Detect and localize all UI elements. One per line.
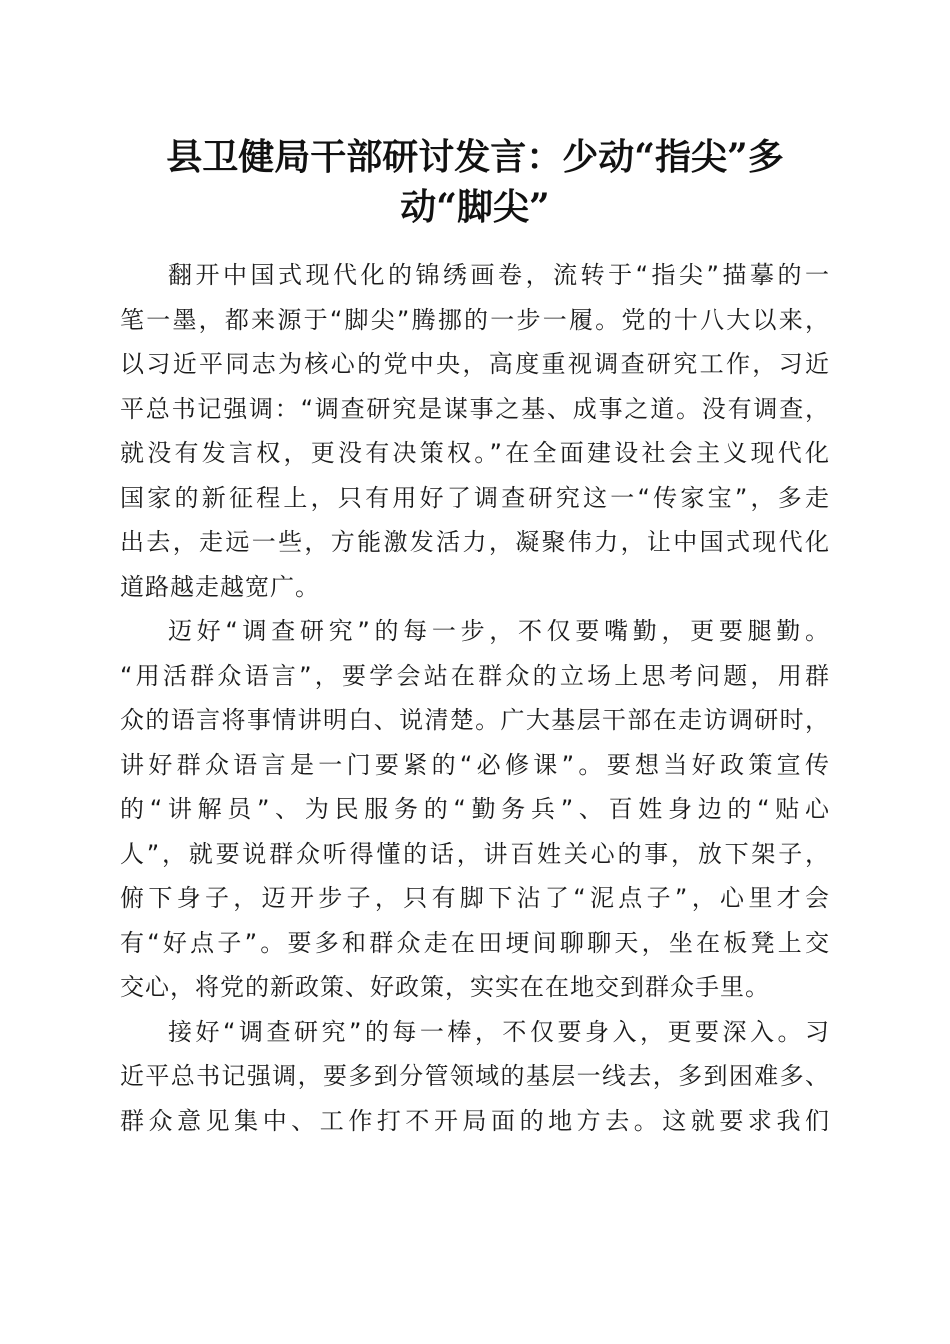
paragraph-line: 笔一墨，都来源于“脚尖”腾挪的一步一履。党的十八大以来，	[120, 305, 830, 334]
paragraph-line: 以习近平同志为核心的党中央，高度重视调查研究工作，习近	[120, 350, 830, 378]
paragraph-3	[120, 1010, 830, 1144]
paragraph-line: 的“讲解员”、为民服务的“勤务兵”、百姓身边的“贴心	[120, 795, 830, 823]
paragraph-line: 讲好群众语言是一门要紧的“必修课”。要想当好政策宣传	[120, 750, 830, 779]
paragraph-line: 交心，将党的新政策、好政策，实实在在地交到群众手里。	[120, 973, 770, 1001]
title-line-1: 县卫健局干部研讨发言：少动“指尖”多	[166, 136, 784, 178]
paragraph-line: 接好“调查研究”的每一棒，不仅要身入，更要深入。习	[168, 1017, 830, 1046]
paragraph-2	[120, 609, 830, 1010]
paragraph-line: 群众意见集中、工作打不开局面的地方去。这就要求我们	[120, 1106, 830, 1135]
paragraph-line: 近平总书记强调，要多到分管领域的基层一线去，多到困难多、	[120, 1062, 830, 1090]
paragraph-1	[120, 253, 830, 609]
title-line-2: 动“脚尖”	[400, 186, 550, 228]
paragraph-line: 国家的新征程上，只有用好了调查研究这一“传家宝”，多走	[120, 483, 830, 512]
paragraph-line: 俯下身子，迈开步子，只有脚下沾了“泥点子”，心里才会	[120, 884, 830, 912]
paragraph-line: 翻开中国式现代化的锦绣画卷，流转于“指尖”描摹的一	[168, 261, 830, 289]
paragraph-line: 道路越走越宽广。	[120, 572, 320, 601]
paragraph-line: 平总书记强调：“调查研究是谋事之基、成事之道。没有调查，	[120, 394, 830, 423]
paragraph-line: 出去，走远一些，方能激发活力，凝聚伟力，让中国式现代化	[120, 528, 830, 556]
paragraph-line: 迈好“调查研究”的每一步，不仅要嘴勤，更要腿勤。	[168, 617, 830, 645]
paragraph-line: 众的语言将事情讲明白、说清楚。广大基层干部在走访调研时，	[120, 706, 830, 734]
paragraph-line: “用活群众语言”，要学会站在群众的立场上思考问题，用群	[120, 661, 830, 690]
paragraph-line: 就没有发言权，更没有决策权。”在全面建设社会主义现代化	[120, 439, 830, 467]
paragraph-line: 有“好点子”。要多和群众走在田埂间聊聊天，坐在板凳上交	[120, 928, 830, 957]
paragraph-line: 人”，就要说群众听得懂的话，讲百姓关心的事，放下架子，	[120, 839, 830, 868]
document-title	[120, 132, 830, 232]
document-body	[120, 253, 830, 1143]
